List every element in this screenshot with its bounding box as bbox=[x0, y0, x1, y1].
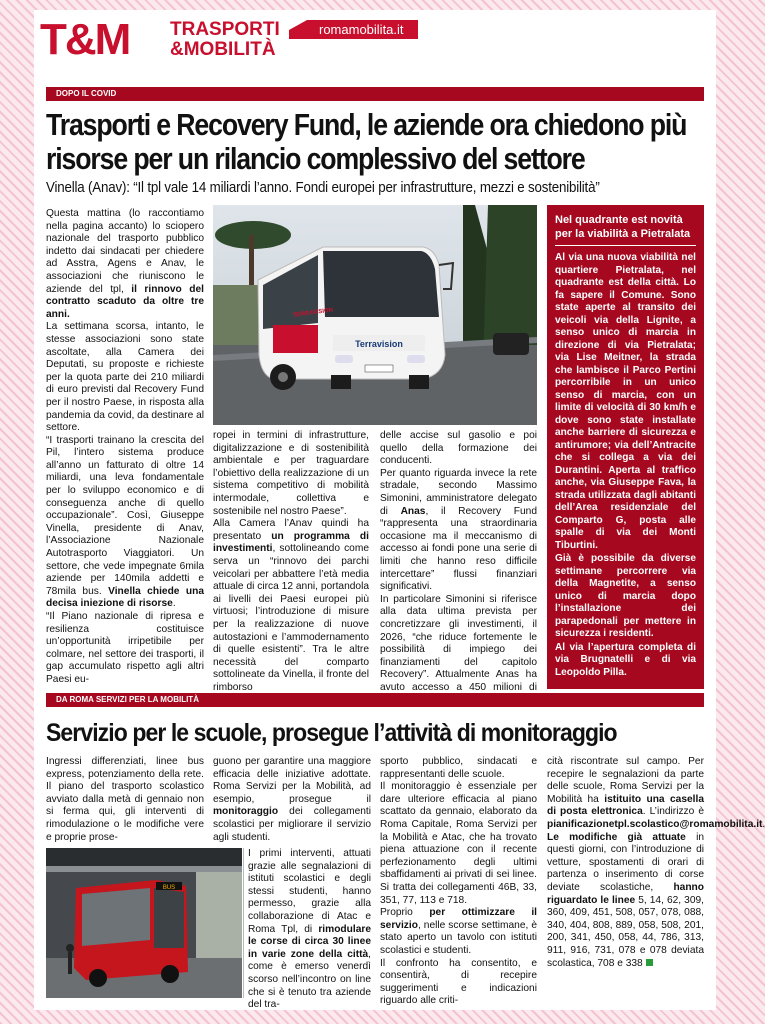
text: Alla Camera l’Anav quindi ha presentato bbox=[213, 518, 369, 542]
text: Proprio bbox=[380, 907, 430, 919]
article2-col1 bbox=[46, 756, 204, 844]
paragraph: sporto pubblico, sindacati e rappresentanti delle scuole. bbox=[380, 756, 537, 780]
text: dei collegamenti scolastici per migliorare il servizio agli studenti. bbox=[213, 806, 371, 843]
article2-col2-top bbox=[213, 756, 371, 844]
box-text bbox=[555, 252, 696, 679]
bold-text: hanno riguardato le linee bbox=[547, 881, 704, 906]
site-tag: romamobilita.it bbox=[289, 20, 418, 39]
text: Questa mattina (lo raccontiamo nella pagina accanto) lo sciopero nazionale del trasporto pubblico indetto dai sindacati per chiedere ad Asstra, Agens e Anav, le associazioni che riuniscono le aziende del tpl, bbox=[46, 208, 204, 295]
bus-brand-label: Terravision bbox=[355, 339, 403, 349]
bold-text: un programma di investimenti bbox=[213, 530, 369, 555]
text: . bbox=[762, 818, 765, 830]
article1-col3 bbox=[380, 430, 537, 707]
paragraph: Il monitoraggio è essenziale per dare ulteriore efficacia al piano scattato da gennaio, elaborato da Roma Capitale, Roma Servizi per la Mobilità e Atac, che ha trovato piena attuazione con il recente perfezionamento degli ultimi sbaffidamenti ai privati di sei linee. Si tratta dei collegamenti 46B, 33, 351, 77, 113 e 718. bbox=[380, 781, 537, 906]
article2-col3 bbox=[380, 756, 537, 1008]
paragraph: Ingressi differenziati, linee bus express, potenziamento della rete. Il piano del trasporto scolastico avviato dalla metà di gennaio non si ferma qui, gli interventi di rimodulazione o le modifiche vere e proprie prose- bbox=[46, 756, 204, 843]
text: cità riscontrate sul campo. Per recepire le segnalazioni da parte delle scuole, Roma Servizi per la Mobilità ha bbox=[547, 756, 704, 805]
bold-text: Vinella chiede una decisa iniezione di risorse bbox=[46, 585, 204, 610]
article2-headline: Servizio per le scuole, prosegue l’attività di monitoraggio bbox=[46, 719, 617, 747]
paragraph: Già è possibile da diverse settimane percorrere via della Magnetite, a senso unico di marcia dopo l’installazione dei parapedonali per mettere in sicurezza i residenti. bbox=[555, 553, 696, 639]
text: , il Recovery Fund “rappresenta una straordinaria occasione ma il meccanismo di accesso ai fondi pone una serie di limiti che hanno reso difficile intercettare” flussi finanziari significativi. bbox=[380, 505, 537, 593]
article1-headline: Trasporti e Recovery Fund, le aziende ora chiedono più risorse per un rilancio complessivo del settore bbox=[46, 107, 687, 176]
text: I primi interventi, attuati grazie alle segnalazioni di istituti scolastici e degli stessi studenti, hanno permesso, grazie alla collaborazione di Atac e Roma Tpl, di bbox=[248, 848, 371, 935]
logo bbox=[40, 16, 280, 66]
paragraph: Il confronto ha consentito, e consentirà, di recepire suggerimenti e indicazioni riguardo alle criti- bbox=[380, 957, 537, 1007]
paragraph bbox=[213, 518, 369, 694]
paragraph: ropei in termini di infrastrutture, digitalizzazione e di sostenibilità ambientale e per traguardare l’obiettivo della realizzazione di un sistema competitivo di mobilità intermodale, collettiva e sostenibile nel nostro Paese”. bbox=[213, 430, 369, 517]
paragraph bbox=[547, 756, 765, 832]
text: guono per garantire una maggiore efficacia delle iniziative adottate. Roma Servizi per la Mobilità, ad esempio, prosegue il bbox=[213, 756, 371, 805]
paragraph: Al via l’apertura completa di via Brugnatelli e di via Leopoldo Pilla. bbox=[555, 641, 696, 678]
text: Per quanto riguarda invece la rete stradale, secondo Massimo Simonini, amministratore delegato di bbox=[380, 467, 537, 517]
text: 5, 14, 62, 309, 360, 409, 451, 508, 057, 078, 088, 340, 404, 808, 889, 058, 508, 201, 200, 341, 450, 058, 44, 786, 313, 911, 916, 731, 078 e 078 deviata scolastica, 708 e 338 bbox=[547, 894, 704, 969]
text: , nelle scorse settimane, è stato aperto un tavolo con istituti scolastici e studenti. bbox=[380, 919, 537, 956]
text: . L’indirizzo è bbox=[642, 806, 704, 818]
sidebar-box-pietralata bbox=[547, 205, 704, 689]
bus-display-label: BUS bbox=[162, 885, 176, 891]
article1-col2 bbox=[213, 430, 369, 694]
city-bus-photo bbox=[46, 848, 242, 998]
paragraph bbox=[380, 594, 537, 707]
paragraph bbox=[213, 756, 371, 844]
paragraph bbox=[547, 832, 704, 971]
paragraph bbox=[46, 208, 204, 321]
email-address[interactable]: pianificazionetpl.scolastico@romamobilita.it bbox=[547, 818, 763, 830]
paragraph: Al via una nuova viabilità nel quartiere Pietralata, nel quadrante est della città. Lo fa sapere il Comune. Sono state aperte al transito dei veicoli via della Lignite, a senso unico di marcia in direzione di via Pietralata; via Lise Meitner, la strada che lambisce il Parco Pertini percorribile in un unico senso di marcia, con un limite di velocità di 30 km/h e dove sono state installate anche barriere di sicurezza e antirumore; via dell’Antracite che si collega a via dei Durantini. Aperta al traffico anche, via Giuseppe Fava, la strada utilizzata dagli abitanti dell’Area residenziale del Comparto G, posta alle spalle di via dei Monti Tiburtini. bbox=[555, 252, 696, 551]
bold-text: istituito una casella di posta elettronica bbox=[547, 793, 704, 818]
bus-side-label: TERRAVISION bbox=[292, 307, 334, 319]
end-mark-icon bbox=[646, 959, 653, 966]
text: In particolare Simonini si riferisce alla data ultima prevista per concretizzare gli investimenti, il 2026, “che riduce fortemente le possibilità di impiego dei finanziamenti del capitolo Recovery”. Attualmente Anas ha avuto accesso a 450 milioni di bbox=[380, 593, 537, 693]
paragraph bbox=[248, 848, 371, 1012]
bold-text: per ottimizzare il servizio bbox=[380, 907, 538, 931]
box-title: Nel quadrante est novità per la viabilità a Pietralata bbox=[555, 213, 696, 246]
bold-text: Le modifiche già attuate bbox=[547, 831, 686, 843]
text: “I trasporti trainano la crescita del Pil, l’intero sistema produce all’anno un fatturato di oltre 14 miliardi, una leva fondamentale per lo sviluppo economico e di conseguenza anche di quello occupazionale”. Così, Giuseppe Vinella, presidente di Anav, l’Associazione Nazionale Autotrasporto Viaggiatori. Un settore, che vede impegnate 6mila aziende per 140mila addetti e 78mila bus. bbox=[46, 434, 204, 597]
paragraph bbox=[46, 435, 204, 611]
section-label-roma-servizi: DA ROMA SERVIZI PER LA MOBILITÀ bbox=[46, 693, 704, 707]
newspaper-page bbox=[34, 10, 765, 1011]
paragraph: “Il Piano nazionale di ripresa e resilienza costituisce un’opportunità irripetibile per colmare, nel settore dei trasporti, il gap accumulato rispetto agli altri Paesi eu- bbox=[46, 611, 204, 685]
text: , come è emerso venerdì scorso nell’incontro on line che si è tenuto tra aziende del tra- bbox=[248, 948, 371, 1011]
article2-col4 bbox=[547, 756, 765, 970]
paragraph bbox=[380, 907, 537, 957]
text: in questi giorni, con l’introduzione di vetture, spostamenti di orari di partenza o inserimento di corse deviate scolastiche, bbox=[547, 831, 704, 893]
paragraph: La settimana scorsa, intanto, le stesse associazioni sono state ascoltate, alla Camera dei Deputati, su proposte e richieste per la quota parte dei 210 miliardi di euro previsti dal Recovery Fund per il nostro Paese, in risposta alla pandemia da covid, da destinare al settore. bbox=[46, 321, 205, 434]
bold-text: Anas bbox=[400, 505, 426, 517]
paragraph: delle accise sul gasolio e poi quello della formazione dei conducenti. bbox=[380, 430, 537, 467]
article1-col1 bbox=[46, 208, 204, 687]
article2-col2-bottom bbox=[248, 848, 371, 1012]
logo-line1: TRASPORTI bbox=[170, 19, 280, 40]
article1-subhead: Vinella (Anav): “Il tpl vale 14 miliardi l’anno. Fondi europei per infrastrutture, mezzi e sostenibilità” bbox=[46, 180, 600, 196]
bus-photo bbox=[213, 205, 537, 425]
section-label-covid: DOPO IL COVID bbox=[46, 87, 704, 101]
bold-text: rimodulare le corse di circa 30 linee in varie zone della città bbox=[248, 923, 371, 960]
logo-mark: T&M bbox=[40, 15, 130, 64]
city-bus-illustration bbox=[46, 848, 242, 998]
bus-illustration bbox=[213, 205, 537, 425]
logo-text bbox=[170, 20, 280, 60]
column-divider bbox=[243, 848, 244, 998]
bold-text: il rinnovo del contratto scaduto da oltre tre anni. bbox=[46, 283, 204, 320]
text: , sottolineando come serva un “rinnovo dei parchi veicolari per abbattere l’età media attuale di circa 12 anni, portandola ai livelli dei Paesi europei più virtuosi; l’introduzione di misure per la realizzazione di nuove autostazioni e l’ammodernamento di quelle esistenti”. Tra le altre necessità del comparto sottolineate da Vinella, il fronte del rimborso bbox=[213, 543, 369, 693]
text: . bbox=[172, 598, 176, 610]
paragraph bbox=[380, 468, 537, 594]
logo-line2: &MOBILITÀ bbox=[170, 39, 276, 60]
bold-text: monitoraggio bbox=[213, 806, 279, 818]
